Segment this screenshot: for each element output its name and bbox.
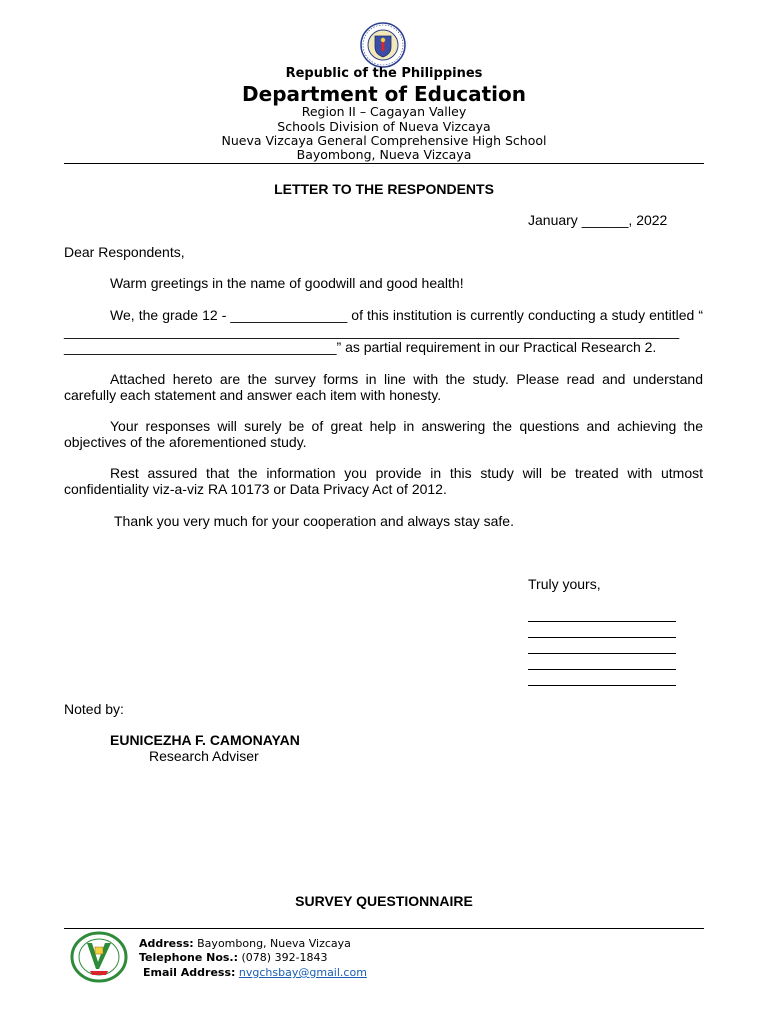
footer-address: Address: Bayombong, Nueva Vizcaya (139, 937, 351, 950)
paragraph-study (64, 308, 703, 339)
closing: Truly yours, (528, 576, 601, 592)
school-logo (70, 931, 128, 983)
signature-line (528, 637, 676, 638)
header-school: Nueva Vizcaya General Comprehensive High School (221, 133, 547, 148)
signature-line (528, 653, 676, 654)
paragraph-thanks: Thank you very much for your cooperation and always stay safe. (114, 513, 514, 529)
signature-line (528, 685, 676, 686)
salutation: Dear Respondents, (64, 244, 185, 260)
survey-title: SURVEY QUESTIONNAIRE (295, 893, 473, 909)
header-department: Department of Education (242, 82, 526, 106)
footer-telephone: Telephone Nos.: (078) 392-1843 (139, 951, 328, 964)
paragraph-confidentiality: Rest assured that the information you provide in this study will be treated with utmost confidentiality viz-a-viz RA 10173 or Data Privacy Act of 2012. (64, 465, 703, 497)
paragraph-responses: Your responses will surely be of great help in answering the questions and achieving the objectives of the aforementioned study. (64, 418, 703, 450)
signature-line (528, 621, 676, 622)
header-location: Bayombong, Nueva Vizcaya (296, 147, 472, 162)
paragraph-greeting: Warm greetings in the name of goodwill and good health! (110, 275, 464, 291)
footer-email: Email Address: nvgchsbay@gmail.com (143, 966, 367, 979)
header-republic: Republic of the Philippines (285, 66, 483, 81)
letter-title: LETTER TO THE RESPONDENTS (274, 181, 494, 197)
header-region: Region II – Cagayan Valley (301, 104, 467, 119)
header-divider (64, 163, 704, 164)
adviser-name: EUNICEZHA F. CAMONAYAN (110, 732, 300, 748)
paragraph-study-line1: We, the grade 12 - _______________ of this institution is currently conducting a study entitled “ _______________________________________________________________________________ (64, 307, 703, 339)
adviser-title: Research Adviser (149, 748, 259, 764)
deped-seal-logo (360, 22, 406, 68)
noted-by-label: Noted by: (64, 701, 124, 717)
signature-line (528, 669, 676, 670)
paragraph-attached: Attached hereto are the survey forms in line with the study. Please read and understand carefully each statement and answer each item with honesty. (64, 371, 703, 403)
email-link[interactable]: nvgchsbay@gmail.com (238, 966, 367, 979)
header-division: Schools Division of Nueva Vizcaya (277, 119, 491, 134)
paragraph-study-line2: ___________________________________” as partial requirement in our Practical Research 2. (64, 339, 657, 355)
footer-divider (64, 928, 704, 929)
letter-date: January ______, 2022 (528, 212, 668, 228)
